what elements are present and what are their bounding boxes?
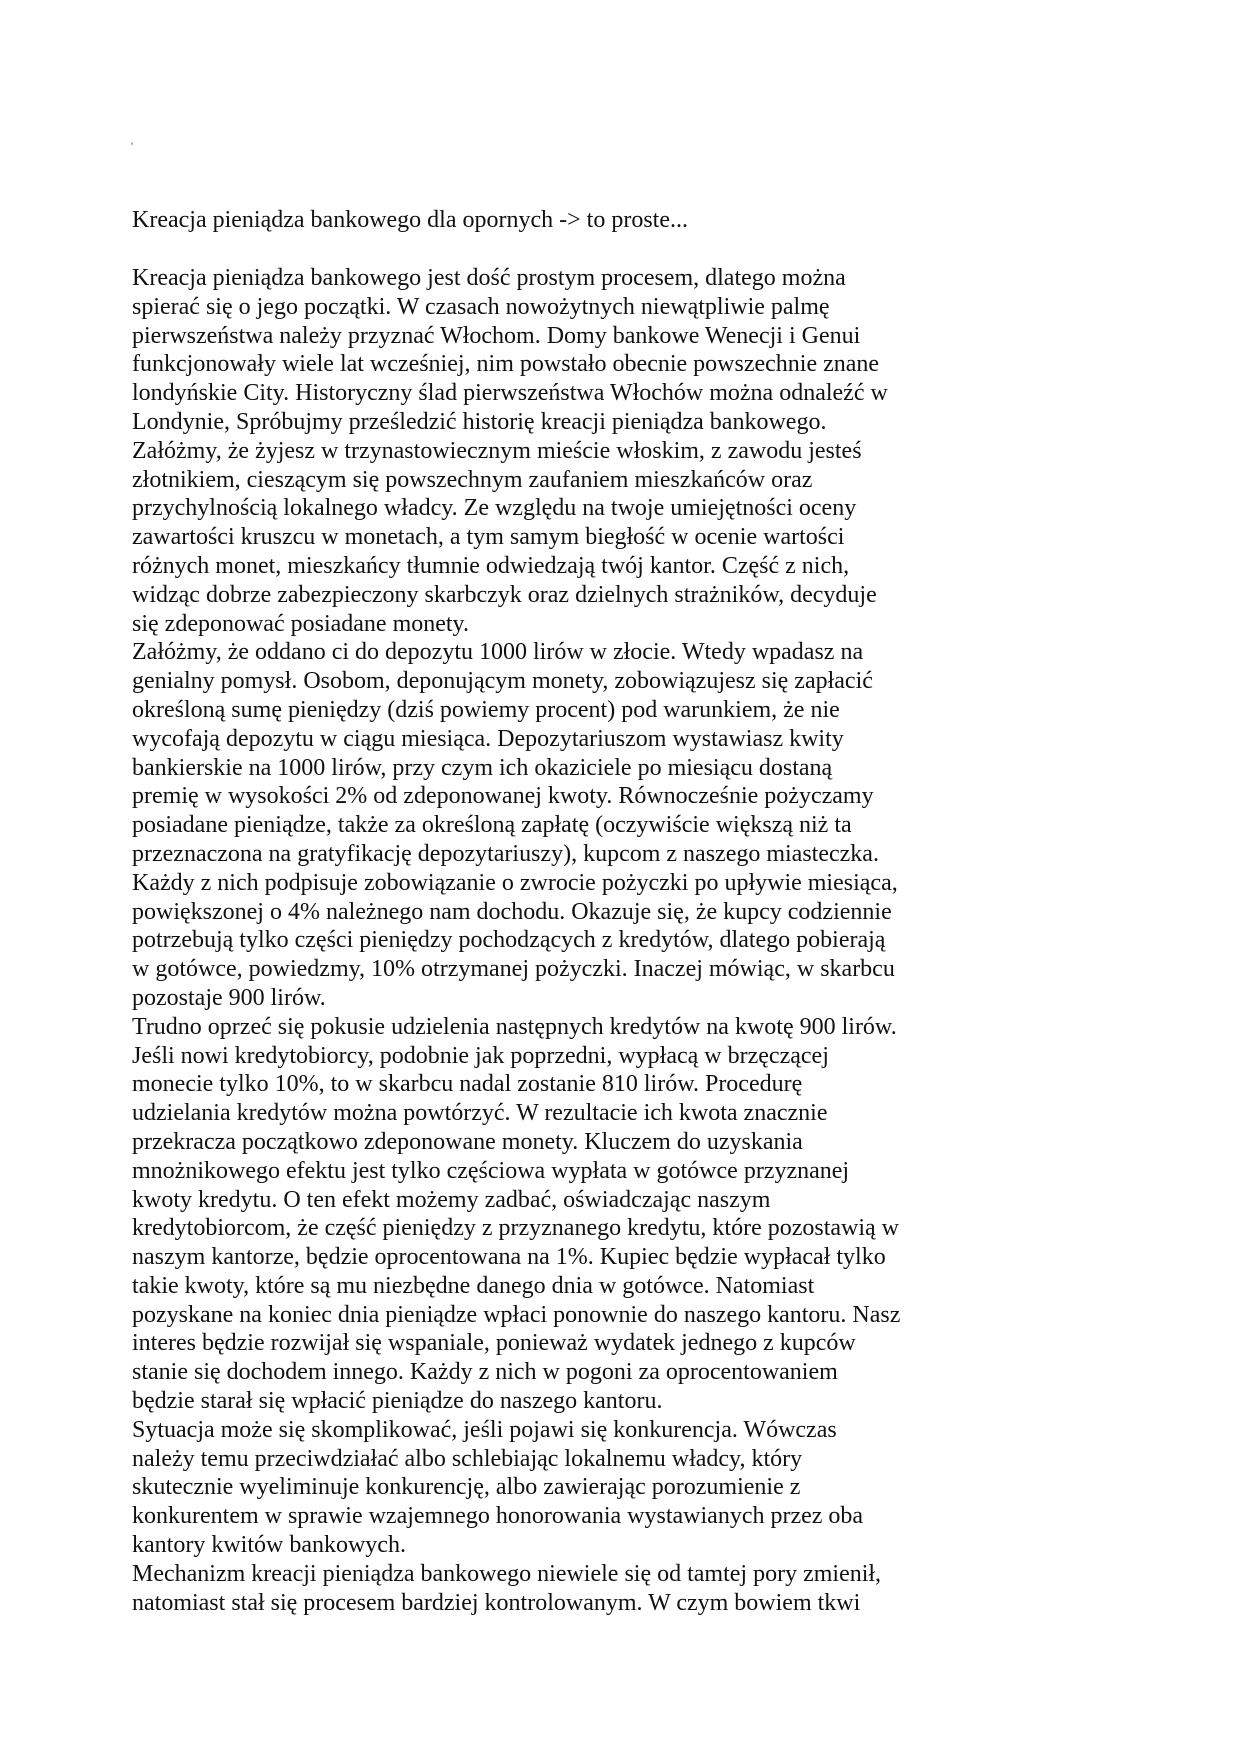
text-line: genialny pomysł. Osobom, deponującym monety, zobowiązujesz się zapłacić bbox=[132, 668, 873, 695]
text-line: będzie starał się wpłacić pieniądze do naszego kantoru. bbox=[132, 1388, 663, 1415]
text-line: się zdeponować posiadane monety. bbox=[132, 610, 469, 637]
text-line: określoną sumę pieniędzy (dziś powiemy procent) pod warunkiem, że nie bbox=[132, 696, 840, 723]
text-line: należy temu przeciwdziałać albo schlebiając lokalnemu władcy, który bbox=[132, 1445, 803, 1472]
text-line: mnożnikowego efektu jest tylko częściowa wypłata w gotówce przyznanej bbox=[132, 1157, 850, 1184]
text-line: spierać się o jego początki. W czasach nowożytnych niewątpliwie palmę bbox=[132, 293, 830, 320]
text-line: w gotówce, powiedzmy, 10% otrzymanej pożyczki. Inaczej mówiąc, w skarbcu bbox=[132, 956, 895, 983]
text-line: Załóżmy, że oddano ci do depozytu 1000 lirów w złocie. Wtedy wpadasz na bbox=[132, 639, 864, 666]
text-line: monecie tylko 10%, to w skarbcu nadal zostanie 810 lirów. Procedurę bbox=[132, 1071, 803, 1098]
text-line: pozostaje 900 lirów. bbox=[132, 984, 326, 1011]
text-line: potrzebują tylko części pieniędzy pochodzących z kredytów, dlatego pobierają bbox=[132, 927, 886, 954]
text-line: Kreacja pieniądza bankowego jest dość prostym procesem, dlatego można bbox=[132, 265, 846, 291]
text-line: kwoty kredytu. O ten efekt możemy zadbać, oświadczając naszym bbox=[132, 1186, 771, 1213]
text-line: Londynie, Spróbujmy prześledzić historię kreacji pieniądza bankowego. bbox=[132, 408, 827, 435]
text-line: Każdy z nich podpisuje zobowiązanie o zwrocie pożyczki po upływie miesiąca, bbox=[132, 869, 898, 896]
text-line: skutecznie wyeliminuje konkurencję, albo zawierając porozumienie z bbox=[132, 1474, 801, 1501]
text-line: udzielania kredytów można powtórzyć. W rezultacie ich kwota znacznie bbox=[132, 1100, 828, 1127]
body-text bbox=[132, 264, 1132, 1617]
text-line: interes będzie rozwijał się wspaniale, ponieważ wydatek jednego z kupców bbox=[132, 1330, 856, 1357]
text-line: takie kwoty, które są mu niezbędne danego dnia w gotówce. Natomiast bbox=[132, 1272, 815, 1299]
text-line: Mechanizm kreacji pieniądza bankowego niewiele się od tamtej pory zmienił, bbox=[132, 1560, 882, 1587]
text-line: przeznaczona na gratyfikację depozytariuszy), kupcom z naszego miasteczka. bbox=[132, 840, 879, 867]
text-line: natomiast stał się procesem bardziej kontrolowanym. W czym bowiem tkwi bbox=[132, 1589, 861, 1616]
text-line: stanie się dochodem innego. Każdy z nich w pogoni za oprocentowaniem bbox=[132, 1359, 838, 1386]
text-line: Trudno oprzeć się pokusie udzielenia następnych kredytów na kwotę 900 lirów. bbox=[132, 1013, 897, 1040]
text-line: konkurentem w sprawie wzajemnego honorowania wystawianych przez oba bbox=[132, 1503, 864, 1530]
text-line: Jeśli nowi kredytobiorcy, podobnie jak poprzedni, wypłacą w brzęczącej bbox=[132, 1042, 829, 1069]
text-line: posiadane pieniądze, także za określoną zapłatę (oczywiście większą niż ta bbox=[132, 812, 852, 839]
text-line: zawartości kruszcu w monetach, a tym samym biegłość w ocenie wartości bbox=[132, 524, 845, 551]
text-line: naszym kantorze, będzie oprocentowana na 1%. Kupiec będzie wypłacał tylko bbox=[132, 1244, 886, 1271]
text-line: przekracza początkowo zdeponowane monety. Kluczem do uzyskania bbox=[132, 1128, 803, 1155]
text-line: pozyskane na koniec dnia pieniądze wpłaci ponownie do naszego kantoru. Nasz bbox=[132, 1301, 901, 1328]
text-line: Załóżmy, że żyjesz w trzynastowiecznym mieście włoskim, z zawodu jesteś bbox=[132, 437, 862, 464]
text-line: premię w wysokości 2% od zdeponowanej kwoty. Równocześnie pożyczamy bbox=[132, 783, 874, 810]
text-line: przychylnością lokalnego władcy. Ze względu na twoje umiejętności oceny bbox=[132, 495, 857, 522]
text-line: powiększonej o 4% należnego nam dochodu. Okazuje się, że kupcy codziennie bbox=[132, 898, 892, 925]
text-line: różnych monet, mieszkańcy tłumnie odwiedzają twój kantor. Część z nich, bbox=[132, 552, 850, 579]
text-line: pierwszeństwa należy przyznać Włochom. Domy bankowe Wenecji i Genui bbox=[132, 322, 861, 349]
text-line: bankierskie na 1000 lirów, przy czym ich okaziciele po miesiącu dostaną bbox=[132, 754, 833, 781]
text-line: widząc dobrze zabezpieczony skarbczyk oraz dzielnych strażników, decyduje bbox=[132, 581, 877, 608]
text-line: Sytuacja może się skomplikować, jeśli pojawi się konkurencja. Wówczas bbox=[132, 1416, 837, 1443]
text-line: złotnikiem, cieszącym się powszechnym zaufaniem mieszkańców oraz bbox=[132, 466, 813, 493]
text-line: kredytobiorcom, że część pieniędzy z przyznanego kredytu, które pozostawią w bbox=[132, 1215, 900, 1242]
text-line: kantory kwitów bankowych. bbox=[132, 1532, 406, 1559]
corner-mark: ' bbox=[131, 139, 134, 153]
text-line: wycofają depozytu w ciągu miesiąca. Depozytariuszom wystawiasz kwity bbox=[132, 725, 844, 752]
text-line: londyńskie City. Historyczny ślad pierwszeństwa Włochów można odnaleźć w bbox=[132, 380, 888, 407]
text-line: funkcjonowały wiele lat wcześniej, nim powstało obecnie powszechnie znane bbox=[132, 351, 880, 378]
document-title: Kreacja pieniądza bankowego dla opornych -> to proste... bbox=[132, 207, 688, 233]
